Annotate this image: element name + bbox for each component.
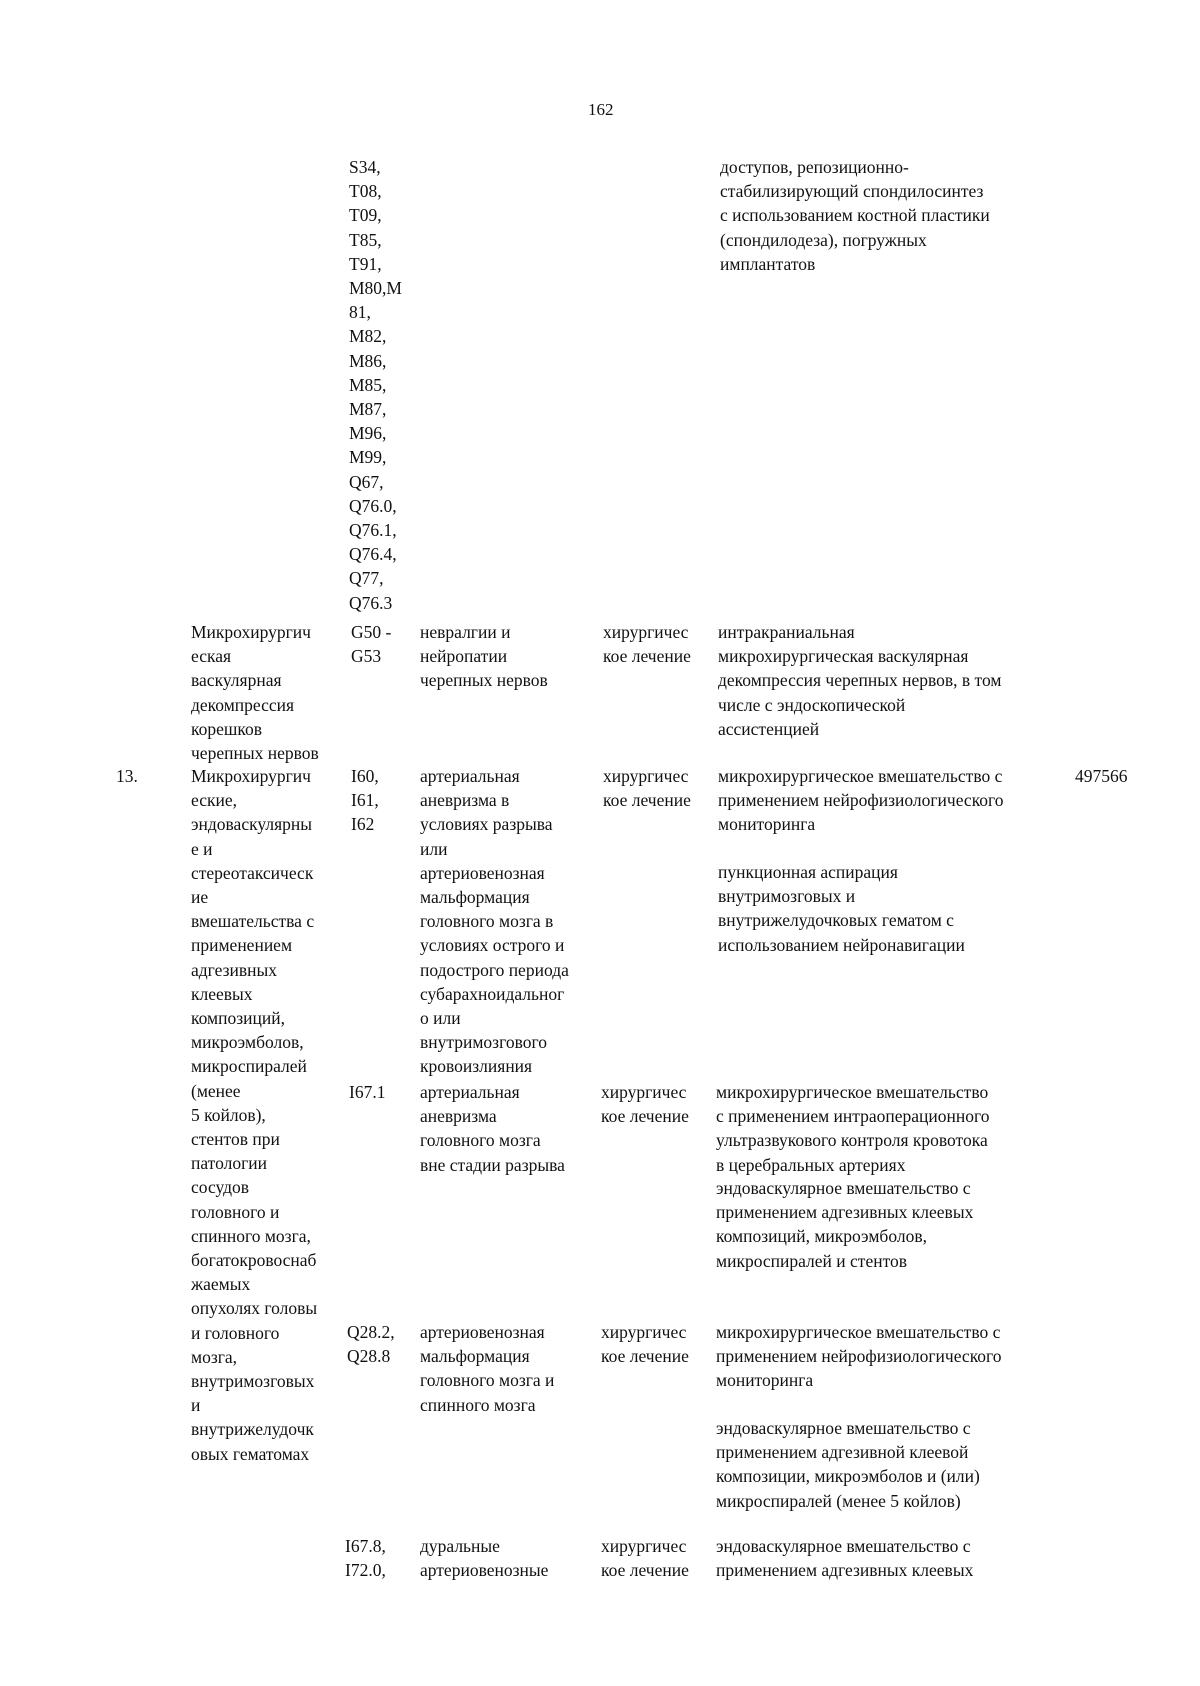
cell-line: кое лечение <box>601 1346 689 1367</box>
cell-line: опухолях головы <box>191 1298 318 1319</box>
cell-r13c-type <box>601 1320 689 1368</box>
cell-line: е и <box>191 838 213 859</box>
cell-line: ие <box>191 887 209 908</box>
cell-r13d-codes <box>345 1534 386 1582</box>
cell-line: 497566 <box>1075 766 1128 786</box>
cell-r1-codes <box>351 620 391 668</box>
cell-r13b-method2 <box>716 1176 973 1273</box>
cell-line: хирургичес <box>601 1536 687 1556</box>
cell-line: корешков <box>191 718 262 739</box>
cell-r13a-codes <box>351 764 379 837</box>
cell-r13-name <box>191 764 317 1466</box>
cell-line: эндоваскулярное вмешательство с <box>716 1178 971 1198</box>
cell-line: жаемых <box>191 1274 251 1295</box>
cell-cont-method <box>720 155 990 276</box>
cell-line: адгезивных <box>191 959 278 980</box>
cell-line: G50 - <box>351 622 392 642</box>
cell-r13b-codes <box>349 1080 385 1104</box>
cell-line: Q28.2, <box>347 1322 395 1342</box>
cell-r13c-method1 <box>716 1320 1002 1393</box>
cell-line: кровоизлияния <box>420 1056 533 1077</box>
cell-line: применением адгезивных клеевых <box>716 1560 974 1581</box>
cell-line: декомпрессия черепных нервов, в том <box>718 670 1002 691</box>
cell-line: спинного мозга <box>420 1394 536 1415</box>
cell-line: головного мозга и <box>420 1370 555 1391</box>
cell-line: I62 <box>351 814 375 835</box>
cell-line: или <box>420 838 448 859</box>
cell-line: внутримозговых <box>191 1371 315 1392</box>
cell-line: и головного <box>191 1322 280 1343</box>
cell-line: применением адгезивных клеевых <box>716 1202 974 1223</box>
cell-line: I72.0, <box>345 1560 386 1581</box>
cell-line: стабилизирующий спондилосинтез <box>720 181 984 202</box>
cell-line: S34, <box>349 157 381 177</box>
cell-r13d-type <box>601 1534 689 1582</box>
page-number: 162 <box>588 100 614 119</box>
cell-r13a-method1 <box>718 764 1004 837</box>
cell-line: Q77, <box>349 568 384 589</box>
cell-r13d-method <box>716 1534 973 1582</box>
cell-line: артериовенозная <box>420 1322 545 1342</box>
cell-line: I67.1 <box>349 1082 386 1102</box>
cell-line: и <box>191 1395 201 1416</box>
cell-line: T91, <box>349 253 382 274</box>
cell-line: еская <box>191 646 232 667</box>
cell-line: мозга, <box>191 1346 238 1367</box>
cell-line: Q76.4, <box>349 544 397 565</box>
cell-line: артериовенозные <box>420 1560 549 1581</box>
cell-line: сосудов <box>191 1177 250 1198</box>
cell-line: имплантатов <box>720 253 816 274</box>
cell-r13-cost <box>1075 764 1128 788</box>
cell-line: стентов при <box>191 1129 280 1150</box>
cell-line: Q76.3 <box>349 592 393 613</box>
cell-line: числе с эндоскопической <box>718 694 906 715</box>
cell-line: 13. <box>116 766 138 786</box>
cell-line: хирургичес <box>603 622 689 642</box>
cell-line: микрохирургическая васкулярная <box>718 646 969 667</box>
cell-line: головного и <box>191 1201 280 1222</box>
cell-line: Q76.0, <box>349 495 397 516</box>
cell-line: артериальная <box>420 766 520 786</box>
cell-line: черепных нервов <box>191 743 319 764</box>
cell-line: T85, <box>349 229 382 250</box>
cell-line: внутримозговых и <box>718 886 856 907</box>
cell-line: дуральные <box>420 1536 500 1556</box>
cell-line: вмешательства с <box>191 911 315 932</box>
cell-r13c-codes <box>347 1320 395 1368</box>
cell-line: 5 койлов), <box>191 1104 266 1125</box>
cell-line: спинного мозга, <box>191 1225 311 1246</box>
cell-r13-number <box>116 764 138 788</box>
cell-line: (спондилодеза), погружных <box>720 229 927 250</box>
cell-line: условиях разрыва <box>420 814 553 835</box>
cell-r13b-model <box>420 1080 565 1177</box>
cell-line: применением нейрофизиологического <box>718 790 1004 811</box>
cell-line: Микрохирургич <box>191 622 311 642</box>
cell-line: с использованием костной пластики <box>720 205 990 226</box>
cell-line: применением <box>191 935 293 956</box>
cell-line: (менее <box>191 1080 241 1101</box>
cell-line: овых гематомах <box>191 1443 310 1464</box>
cell-line: композиции, микроэмболов и (или) <box>716 1466 980 1487</box>
cell-r1-name <box>191 620 319 765</box>
cell-line: аневризма <box>420 1106 497 1127</box>
cell-line: подострого периода <box>420 959 569 980</box>
cell-line: I60, <box>351 766 379 786</box>
cell-line: стереотаксическ <box>191 862 314 883</box>
cell-line: эндоваскулярное вмешательство с <box>716 1418 971 1438</box>
cell-line: внутримозгового <box>420 1032 547 1053</box>
cell-line: хирургичес <box>601 1082 687 1102</box>
cell-line: M99, <box>349 447 387 468</box>
cell-line: Q28.8 <box>347 1346 391 1367</box>
cell-line: кое лечение <box>603 646 691 667</box>
cell-line: композиций, микроэмболов, <box>716 1226 927 1247</box>
cell-line: аневризма в <box>420 790 510 811</box>
cell-line: богатокровоснаб <box>191 1250 317 1271</box>
cell-line: эндоваскулярны <box>191 814 312 835</box>
cell-line: невралгии и <box>420 622 511 642</box>
cell-r1-method <box>718 620 1001 741</box>
cell-line: доступов, репозиционно- <box>720 157 909 177</box>
cell-line: васкулярная <box>191 670 282 691</box>
cell-r13a-method2 <box>718 860 965 957</box>
cell-line: использованием нейронавигации <box>718 934 965 955</box>
cell-line: субарахноидальног <box>420 983 565 1004</box>
cell-line: хирургичес <box>601 1322 687 1342</box>
cell-line: микроспиралей и стентов <box>716 1250 908 1271</box>
cell-line: еские, <box>191 790 237 811</box>
cell-line: головного мозга <box>420 1130 541 1151</box>
cell-line: хирургичес <box>603 766 689 786</box>
cell-line: M86, <box>349 350 387 371</box>
cell-line: внутрижелудочк <box>191 1419 314 1440</box>
cell-line: о или <box>420 1008 461 1029</box>
cell-line: кое лечение <box>601 1560 689 1581</box>
cell-r13d-model <box>420 1534 548 1582</box>
cell-line: Микрохирургич <box>191 766 311 786</box>
cell-line: декомпрессия <box>191 694 295 715</box>
cell-r13a-model <box>420 764 569 1079</box>
cell-line: нейропатии <box>420 646 508 667</box>
cell-line: мониторинга <box>718 814 816 835</box>
cell-line: с применением интраоперационного <box>716 1106 990 1127</box>
cell-line: I67.8, <box>345 1536 386 1556</box>
cell-line: кое лечение <box>601 1106 689 1127</box>
cell-line: мальформация <box>420 887 530 908</box>
cell-line: микроспиралей (менее 5 койлов) <box>716 1490 961 1511</box>
cell-r13a-type <box>603 764 691 812</box>
cell-line: интракраниальная <box>718 622 855 642</box>
cell-line: микрохирургическое вмешательство <box>716 1082 989 1102</box>
cell-line: артериовенозная <box>420 862 545 883</box>
cell-line: применением нейрофизиологического <box>716 1346 1002 1367</box>
cell-line: 81, <box>349 302 371 323</box>
cell-line: применением адгезивной клеевой <box>716 1442 969 1463</box>
cell-line: клеевых <box>191 983 253 1004</box>
cell-line: G53 <box>351 646 382 667</box>
cell-line: M85, <box>349 374 387 395</box>
cell-r13c-method2 <box>716 1416 980 1513</box>
cell-r1-type <box>603 620 691 668</box>
cell-line: T09, <box>349 205 382 226</box>
cell-line: эндоваскулярное вмешательство с <box>716 1536 971 1556</box>
cell-line: M96, <box>349 423 387 444</box>
cell-line: внутрижелудочковых гематом с <box>718 910 954 931</box>
cell-line: артериальная <box>420 1082 520 1102</box>
cell-line: I61, <box>351 790 379 811</box>
cell-line: композиций, <box>191 1008 285 1029</box>
cell-line: M80,M <box>349 278 402 299</box>
cell-r13b-type <box>601 1080 689 1128</box>
cell-r13b-method1 <box>716 1080 990 1177</box>
cell-line: условиях острого и <box>420 935 565 956</box>
cell-line: M87, <box>349 399 387 420</box>
cell-line: M82, <box>349 326 387 347</box>
cell-line: микрохирургическое вмешательство с <box>716 1322 1001 1342</box>
cell-line: в церебральных артериях <box>716 1154 906 1175</box>
cell-line: вне стадии разрыва <box>420 1154 565 1175</box>
cell-line: Q76.1, <box>349 520 397 541</box>
cell-line: ассистенцией <box>718 718 820 739</box>
cell-line: ультразвукового контроля кровотока <box>716 1130 988 1151</box>
cell-line: микрохирургическое вмешательство с <box>718 766 1003 786</box>
cell-line: пункционная аспирация <box>718 862 898 882</box>
cell-line: черепных нервов <box>420 670 548 691</box>
cell-line: T08, <box>349 181 382 202</box>
cell-line: патологии <box>191 1153 268 1174</box>
cell-line: мониторинга <box>716 1370 814 1391</box>
cell-line: мальформация <box>420 1346 530 1367</box>
cell-line: Q67, <box>349 471 384 492</box>
cell-line: микроспиралей <box>191 1056 307 1077</box>
cell-r13c-model <box>420 1320 554 1417</box>
cell-cont-codes <box>349 155 402 615</box>
cell-line: микроэмболов, <box>191 1032 304 1053</box>
cell-r1-model <box>420 620 548 693</box>
cell-line: головного мозга в <box>420 911 554 932</box>
cell-line: кое лечение <box>603 790 691 811</box>
